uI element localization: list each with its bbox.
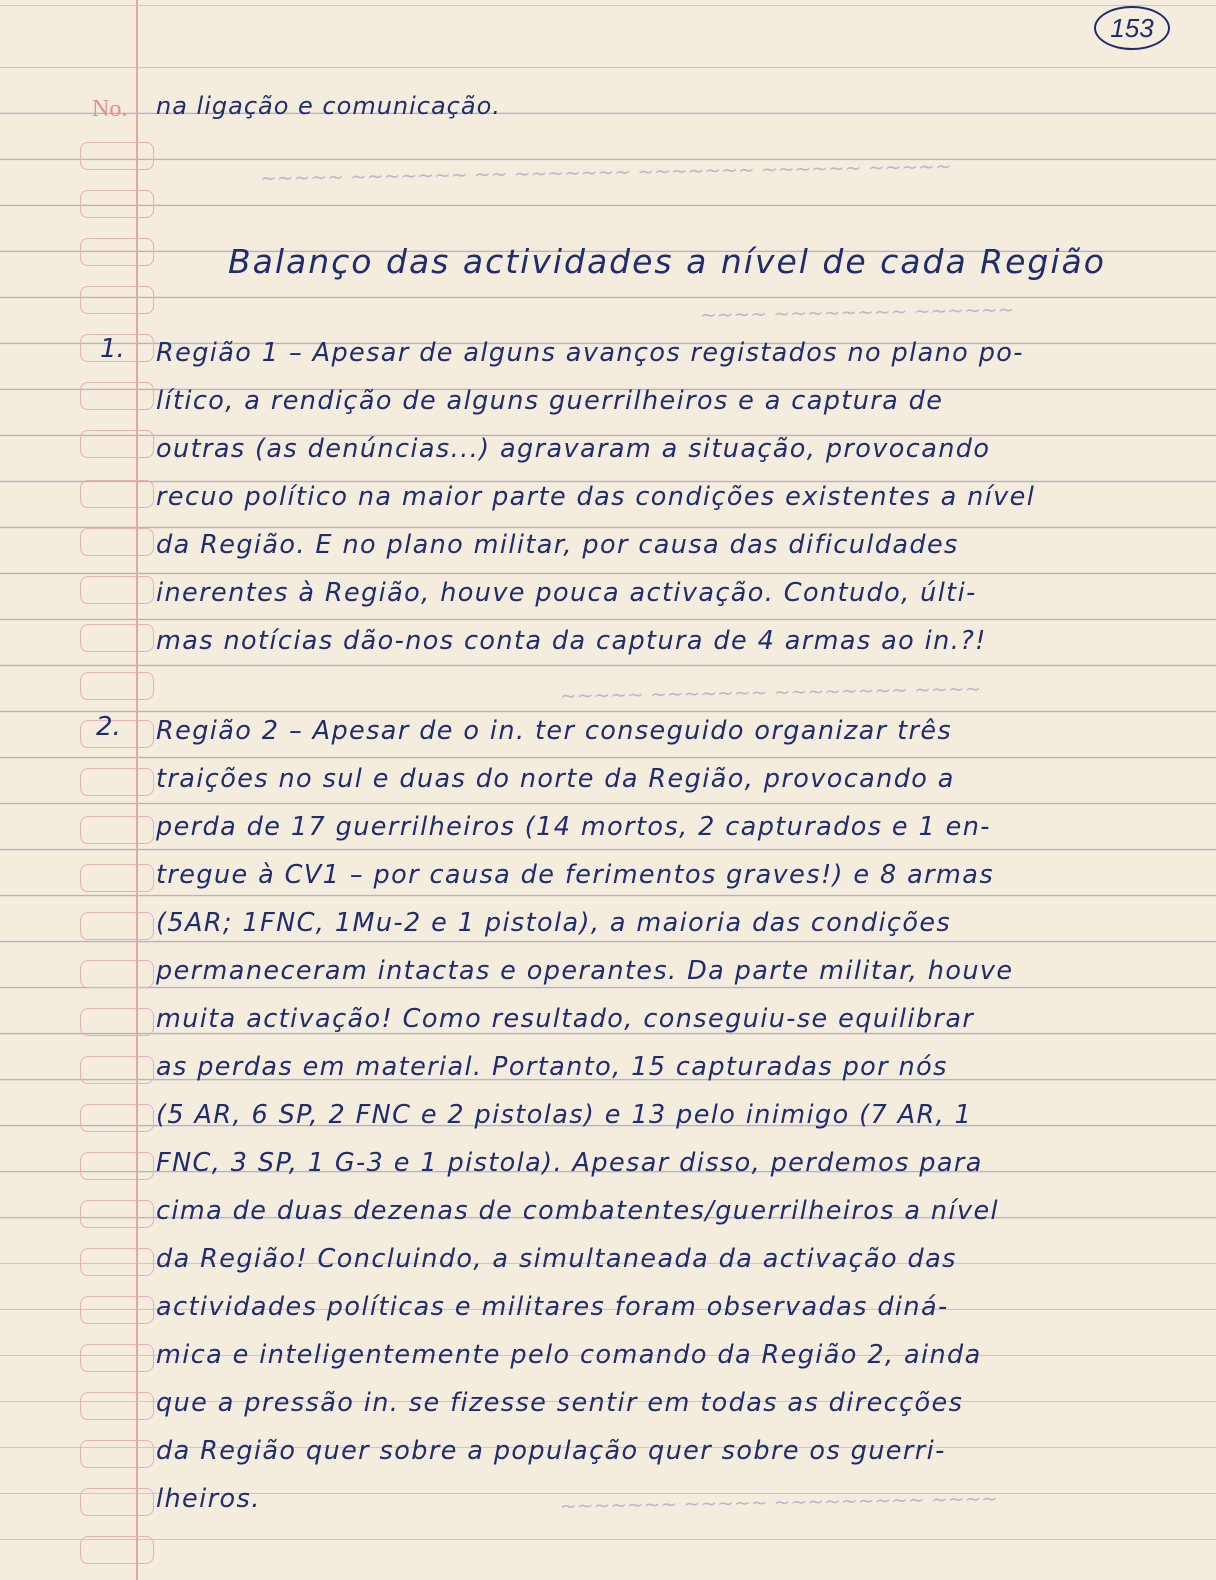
section-line: lheiros. [156,1484,261,1514]
page-number: 153 [1094,6,1170,50]
section-line: (5AR; 1FNC, 1Mu-2 e 1 pistola), a maioria das condições [156,908,952,938]
margin-bubble [80,1104,154,1132]
section-line: as perdas em material. Portanto, 15 capturadas por nós [156,1052,948,1082]
bleed-through: ~~~~ ~~~~~~~~ ~~~~~~ [699,297,1015,327]
section-line: Região 2 – Apesar de o in. ter conseguido organizar três [156,716,953,746]
section-line: lítico, a rendição de alguns guerrilheiros e a captura de [156,386,944,416]
margin-bubble [80,1296,154,1324]
section-line: perda de 17 guerrilheiros (14 mortos, 2 capturados e 1 en- [156,812,991,842]
section-line: outras (as denúncias...) agravaram a situação, provocando [156,434,991,464]
section-line: permaneceram intactas e operantes. Da parte militar, houve [156,956,1014,986]
margin-bubble [80,624,154,652]
section-line: FNC, 3 SP, 1 G-3 e 1 pistola). Apesar disso, perdemos para [156,1148,983,1178]
page-title: Balanço das actividades a nível de cada Região [228,242,1106,281]
section-line: (5 AR, 6 SP, 2 FNC e 2 pistolas) e 13 pelo inimigo (7 AR, 1 [156,1100,973,1130]
margin-bubble [80,1008,154,1036]
no-label: No. [92,96,128,122]
margin-bubble [80,1200,154,1228]
section-line: da Região quer sobre a população quer sobre os guerri- [156,1436,946,1466]
section-line: traições no sul e duas do norte da Região, provocando a [156,764,955,794]
bleed-through: ~~~~~ ~~~~~~~ ~~ ~~~~~~~ ~~~~~~~ ~~~~~~ ~~~~~ [259,153,952,191]
section-line: da Região! Concluindo, a simultaneada da activação das [156,1244,957,1274]
section-line: recuo político na maior parte das condições existentes a nível [156,482,1036,512]
section-line: que a pressão in. se fizesse sentir em todas as direcções [156,1388,964,1418]
margin-bubble [80,864,154,892]
margin-bubble [80,286,154,314]
margin-bubble [80,576,154,604]
section-number: 1. [100,334,125,364]
section-line: inerentes à Região, houve pouca activação. Contudo, últi- [156,578,977,608]
section-line: muita activação! Como resultado, conseguiu-se equilibrar [156,1004,975,1034]
section-number: 2. [96,712,121,742]
section-line: cima de duas dezenas de combatentes/guerrilheiros a nível [156,1196,1000,1226]
margin-bubble [80,1056,154,1084]
margin-bubble [80,142,154,170]
margin-bubble [80,190,154,218]
margin-bubble [80,1440,154,1468]
margin-bubble [80,528,154,556]
margin-bubble [80,960,154,988]
margin-bubble [80,238,154,266]
section-line: mica e inteligentemente pelo comando da Região 2, ainda [156,1340,982,1370]
margin-bubble [80,768,154,796]
margin-bubble [80,382,154,410]
bleed-through: ~~~~~ ~~~~~~~ ~~~~~~~~ ~~~~ [559,676,982,708]
section-line: mas notícias dão-nos conta da captura de 4 armas ao in.?! [156,626,987,656]
margin-bubble [80,1248,154,1276]
section-line: tregue à CV1 – por causa de ferimentos graves!) e 8 armas [156,860,995,890]
intro-line: na ligação e comunicação. [156,92,501,120]
section-line: Região 1 – Apesar de alguns avanços registados no plano po- [156,338,1024,368]
margin-bubble [80,1392,154,1420]
margin-bubble [80,480,154,508]
margin-bubble [80,1536,154,1564]
margin-bubble [80,672,154,700]
margin-bubble [80,1344,154,1372]
margin-bubble [80,430,154,458]
margin-bubble [80,1488,154,1516]
margin-bubble [80,1152,154,1180]
section-line: da Região. E no plano militar, por causa das dificuldades [156,530,959,560]
section-line: actividades políticas e militares foram observadas diná- [156,1292,949,1322]
margin-bubble [80,816,154,844]
margin-bubble [80,912,154,940]
bleed-through: ~~~~~~~ ~~~~~ ~~~~~~~~~ ~~~~ [559,1486,999,1518]
